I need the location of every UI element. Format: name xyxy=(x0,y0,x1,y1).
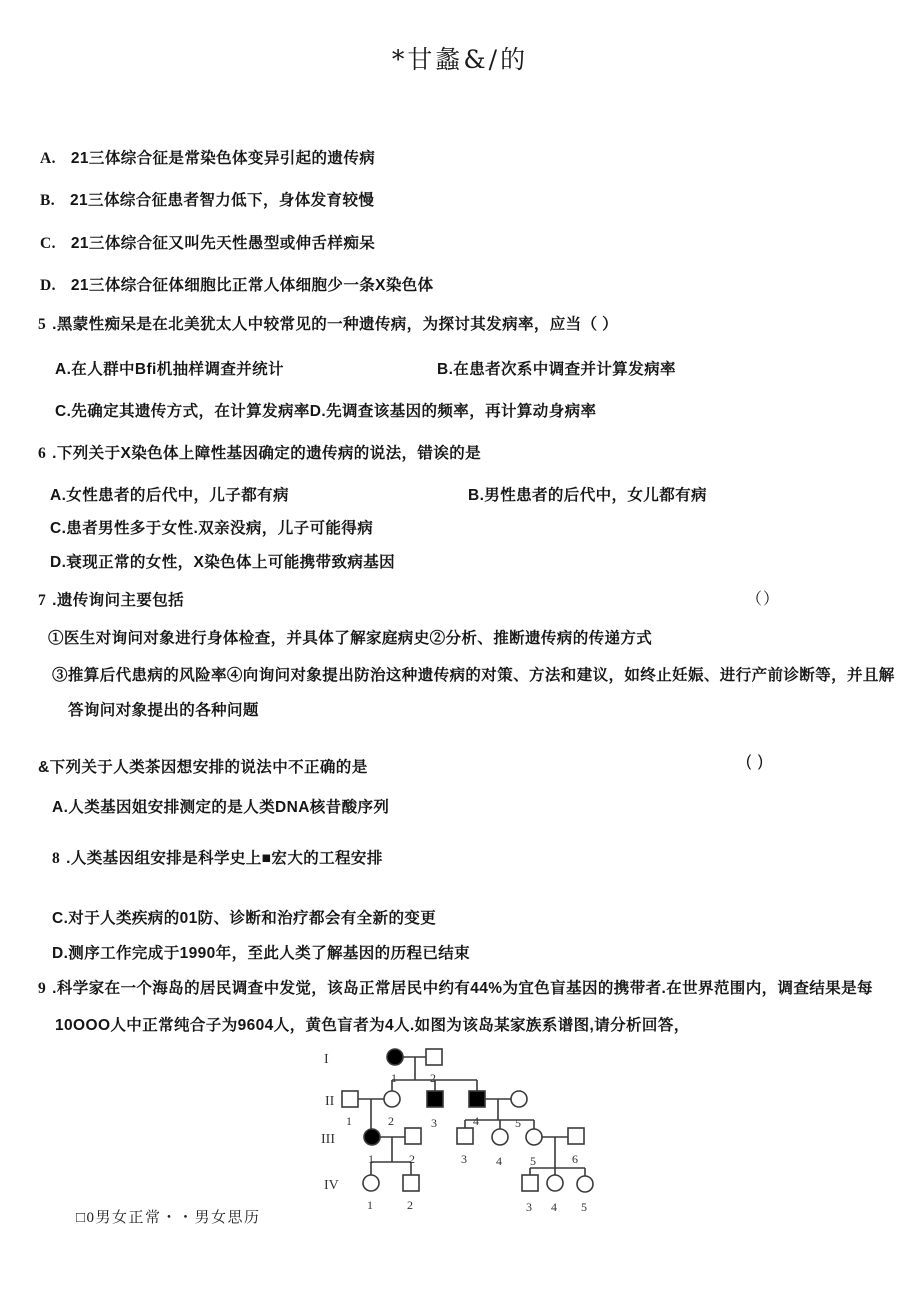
pedigree-individual-II-5 xyxy=(511,1091,527,1107)
q4-option-c-letter: C. xyxy=(40,235,56,252)
pedigree-individual-IV-3 xyxy=(522,1175,538,1191)
pedigree-individual-label: 6 xyxy=(572,1152,578,1166)
q7-stem xyxy=(38,588,184,610)
q7-item-cont: 答询问对象提出的各种问题 xyxy=(68,702,259,719)
pedigree-individual-label: 1 xyxy=(368,1152,374,1166)
q6-stem xyxy=(38,441,481,463)
pedigree-individual-label: 4 xyxy=(551,1200,557,1212)
q9-stem-line2: 10OOO人中正常纯合子为9604人，黄色盲者为4人.如图为该岛某家族系谱图,请分析回答， xyxy=(55,1017,690,1034)
pedigree-individual-label: 3 xyxy=(461,1152,467,1166)
pedigree-individual-label: 2 xyxy=(407,1198,413,1212)
q5-number: 5 xyxy=(38,316,47,333)
pedigree-individual-label: 1 xyxy=(346,1114,352,1128)
q4-option-d-text: 21三体综合征体细胞比正常人体细胞少一条X染色体 xyxy=(70,277,434,294)
q8-option-c: C.对于人类疾病的01防、诊断和治疗都会有全新的变更 xyxy=(52,910,437,927)
q6-option-a: A.女性患者的后代中，儿子都有病 xyxy=(50,487,289,504)
pedigree-generation-label: III xyxy=(321,1132,335,1147)
q4-option-d-letter: D. xyxy=(40,277,56,294)
pedigree-legend: □0男女正常・・男女思历 xyxy=(76,1210,261,1226)
q6-option-d: D.衰现正常的女性，X染色体上可能携带致病基因 xyxy=(50,554,396,571)
q4-option-b xyxy=(40,188,374,210)
q6-option-c: C.患者男性多于女性.双亲没病，儿子可能得病 xyxy=(50,520,374,537)
pedigree-individual-III-1 xyxy=(364,1129,380,1145)
q7-number: 7 xyxy=(38,592,47,609)
pedigree-individual-III-3 xyxy=(457,1128,473,1144)
pedigree-individual-label: 3 xyxy=(431,1116,437,1130)
pedigree-individual-III-6 xyxy=(568,1128,584,1144)
pedigree-individual-label: 5 xyxy=(515,1116,521,1130)
q5-stem-text: .黑蒙性痴呆是在北美犹太人中较常见的一种遗传病，为探讨其发病率，应当（ ） xyxy=(52,316,619,333)
q4-option-a xyxy=(40,146,375,168)
pedigree-individual-label: 2 xyxy=(388,1114,394,1128)
q8-option-b-number: 8 xyxy=(52,850,61,867)
q7-answer-paren: （） xyxy=(746,591,781,608)
pedigree-individual-IV-5 xyxy=(577,1176,593,1192)
pedigree-individual-III-2 xyxy=(405,1128,421,1144)
pedigree-individual-label: 2 xyxy=(430,1071,436,1085)
pedigree-individual-III-5 xyxy=(526,1129,542,1145)
pedigree-individual-IV-2 xyxy=(403,1175,419,1191)
q8-option-a: A.人类基因姐安排测定的是人类DNA核昔酸序列 xyxy=(52,799,390,816)
q7-stem-text: .遗传询问主要包括 xyxy=(52,592,185,609)
pedigree-individual-III-4 xyxy=(492,1129,508,1145)
q6-option-b: B.男性患者的后代中，女儿都有病 xyxy=(468,487,707,504)
q4-option-c xyxy=(40,231,375,253)
q5-option-b: B.在患者次系中调查并计算发病率 xyxy=(437,361,676,378)
q5-option-a: A.在人群中Bfi机抽样调查并统计 xyxy=(55,361,284,378)
q9-stem-line1 xyxy=(38,976,873,998)
pedigree-individual-II-3 xyxy=(427,1091,443,1107)
pedigree-generation-label: IV xyxy=(324,1178,339,1193)
q4-option-c-text: 21三体综合征又叫先天性愚型或伸舌样痴呆 xyxy=(70,235,376,252)
q5-stem xyxy=(38,312,618,334)
pedigree-individual-II-4 xyxy=(469,1091,485,1107)
pedigree-individual-IV-4 xyxy=(547,1175,563,1191)
pedigree-generation-label: I xyxy=(324,1052,329,1067)
pedigree-individual-I-2 xyxy=(426,1049,442,1065)
pedigree-individual-label: 4 xyxy=(473,1114,479,1128)
q4-option-b-text: 21三体综合征患者智力低下，身体发育较慢 xyxy=(70,192,375,209)
q4-option-a-text: 21三体综合征是常染色体变异引起的遗传病 xyxy=(70,150,376,167)
pedigree-generation-label: II xyxy=(325,1094,335,1109)
q7-item-1-2: ①医生对询问对象进行身体检查，并具体了解家庭病史②分析、推断遗传病的传递方式 xyxy=(48,630,653,647)
q9-number: 9 xyxy=(38,980,47,997)
q8-option-b xyxy=(52,846,383,868)
q8-option-b-text: .人类基因组安排是科学史上■宏大的工程安排 xyxy=(66,850,383,867)
page-title: *甘蠡&/的 xyxy=(391,45,529,74)
q4-option-b-letter: B. xyxy=(40,192,56,209)
pedigree-individual-label: 3 xyxy=(526,1200,532,1212)
pedigree-individual-label: 4 xyxy=(496,1154,502,1168)
q4-option-d xyxy=(40,273,434,295)
q8-stem: &下列关于人类茶因想安排的说法中不正确的是 xyxy=(38,759,368,776)
pedigree-chart xyxy=(300,1040,630,1212)
pedigree-individual-I-1 xyxy=(387,1049,403,1065)
q8-option-d: D.测序工作完成于1990年，至此人类了解基因的历程已结束 xyxy=(52,945,471,962)
q6-number: 6 xyxy=(38,445,47,462)
pedigree-individual-label: 2 xyxy=(409,1152,415,1166)
q4-option-a-letter: A. xyxy=(40,150,56,167)
pedigree-individual-label: 5 xyxy=(530,1154,536,1168)
pedigree-individual-label: 5 xyxy=(581,1200,587,1212)
pedigree-individual-label: 1 xyxy=(367,1198,373,1212)
pedigree-individual-II-2 xyxy=(384,1091,400,1107)
q6-stem-text: .下列关于X染色体上障性基因确定的遗传病的说法，错诶的是 xyxy=(52,445,482,462)
pedigree-individual-label: 1 xyxy=(391,1071,397,1085)
q7-item-3-4: ③推算后代患病的风险率④向询问对象提出防治这种遗传病的对策、方法和建议，如终止妊娠、进行产前诊断等，并且解 xyxy=(52,667,895,684)
q8-answer-paren: ( ) xyxy=(746,753,765,770)
q5-option-cd: C.先确定其遗传方式，在计算发病率D.先调查该基因的频率，再计算动身病率 xyxy=(55,403,597,420)
q9-stem-line1-text: .科学家在一个海岛的居民调查中发觉，该岛正常居民中约有44%为宜色盲基因的携带者.在世界范围内，调查结果是每 xyxy=(52,980,873,997)
pedigree-individual-IV-1 xyxy=(363,1175,379,1191)
pedigree-individual-II-1 xyxy=(342,1091,358,1107)
